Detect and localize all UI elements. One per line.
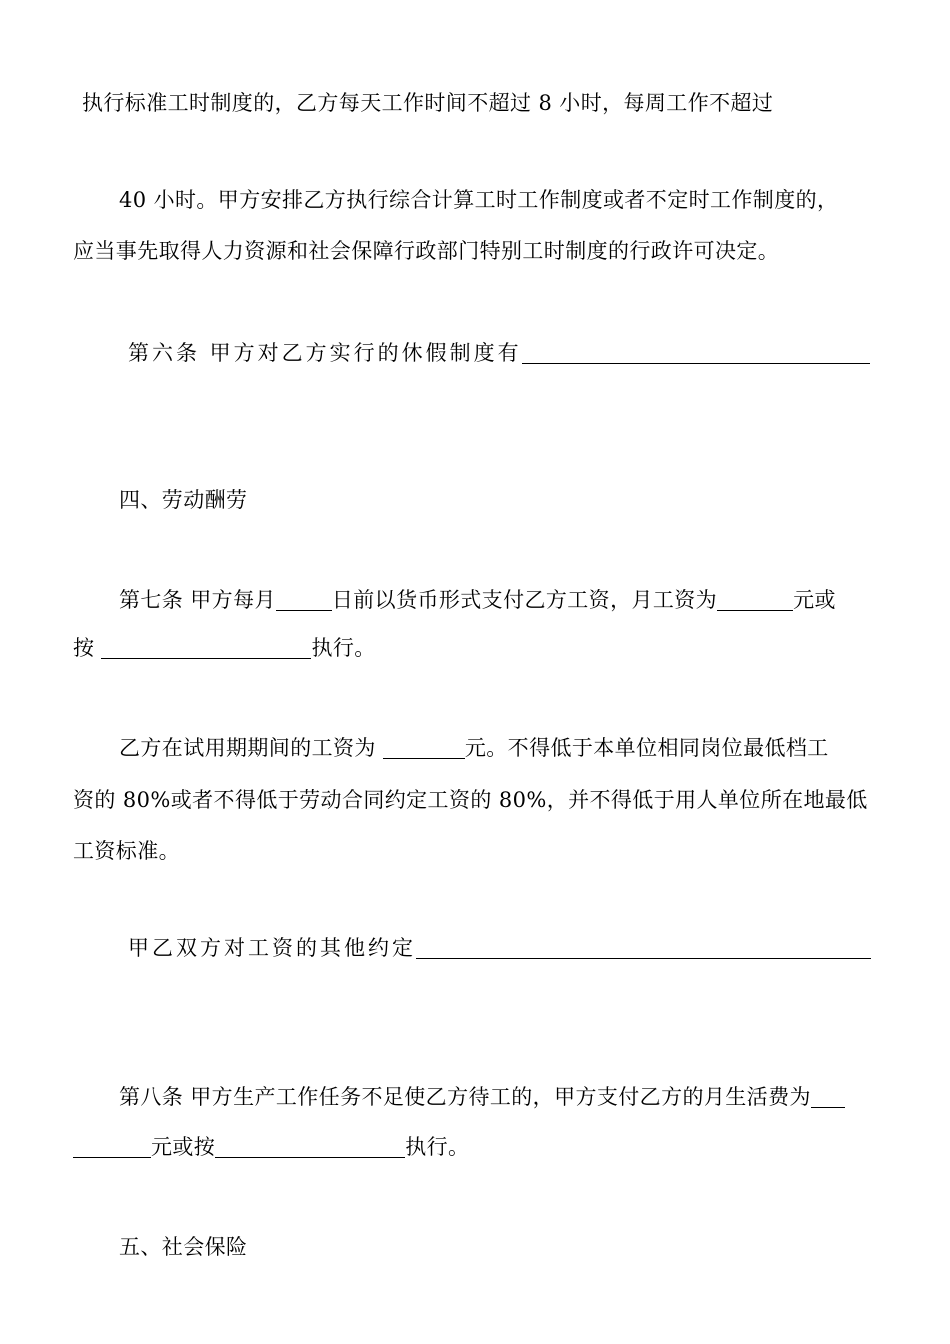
article-six: 第六条 甲方对乙方实行的休假制度有 [128, 338, 878, 368]
pay-day-blank[interactable] [276, 590, 332, 611]
salary-basis-blank[interactable] [101, 638, 311, 659]
living-allowance-basis-blank[interactable] [215, 1137, 405, 1158]
section-heading-social-insurance: 五、社会保险 [119, 1235, 248, 1259]
trial-salary-line2: 资的 80%或者不得低于劳动合同约定工资的 80%，并不得低于用人单位所在地最低 [73, 788, 868, 812]
other-salary-agreement: 甲乙双方对工资的其他约定 [128, 933, 878, 963]
paragraph-work-hours-line1: 执行标准工时制度的，乙方每天工作时间不超过 8 小时，每周工作不超过 [82, 91, 774, 115]
trial-salary-line1: 乙方在试用期期间的工资为 元。不得低于本单位相同岗位最低档工 [119, 736, 829, 760]
trial-salary-blank[interactable] [383, 738, 465, 759]
vacation-blank[interactable] [522, 343, 870, 364]
article-eight-line2: 元或按 执行。 [73, 1132, 878, 1162]
article-seven-line1: 第七条 甲方每月 日前以货币形式支付乙方工资，月工资为 元或 [119, 588, 836, 612]
living-allowance-blank-start[interactable] [811, 1087, 845, 1108]
living-allowance-blank-end[interactable] [73, 1137, 151, 1158]
article-eight-line1: 第八条 甲方生产工作任务不足使乙方待工的，甲方支付乙方的月生活费为 [119, 1082, 924, 1112]
paragraph-work-hours-line2: 40 小时。甲方安排乙方执行综合计算工时工作制度或者不定时工作制度的， [119, 188, 839, 212]
article-seven-line2: 按 执行。 [73, 636, 376, 660]
paragraph-work-hours-line3: 应当事先取得人力资源和社会保障行政部门特别工时制度的行政许可决定。 [73, 239, 780, 263]
section-heading-compensation: 四、劳动酬劳 [119, 488, 248, 512]
other-agreement-blank[interactable] [416, 938, 871, 959]
monthly-salary-blank[interactable] [717, 590, 793, 611]
trial-salary-line3: 工资标准。 [73, 839, 180, 863]
